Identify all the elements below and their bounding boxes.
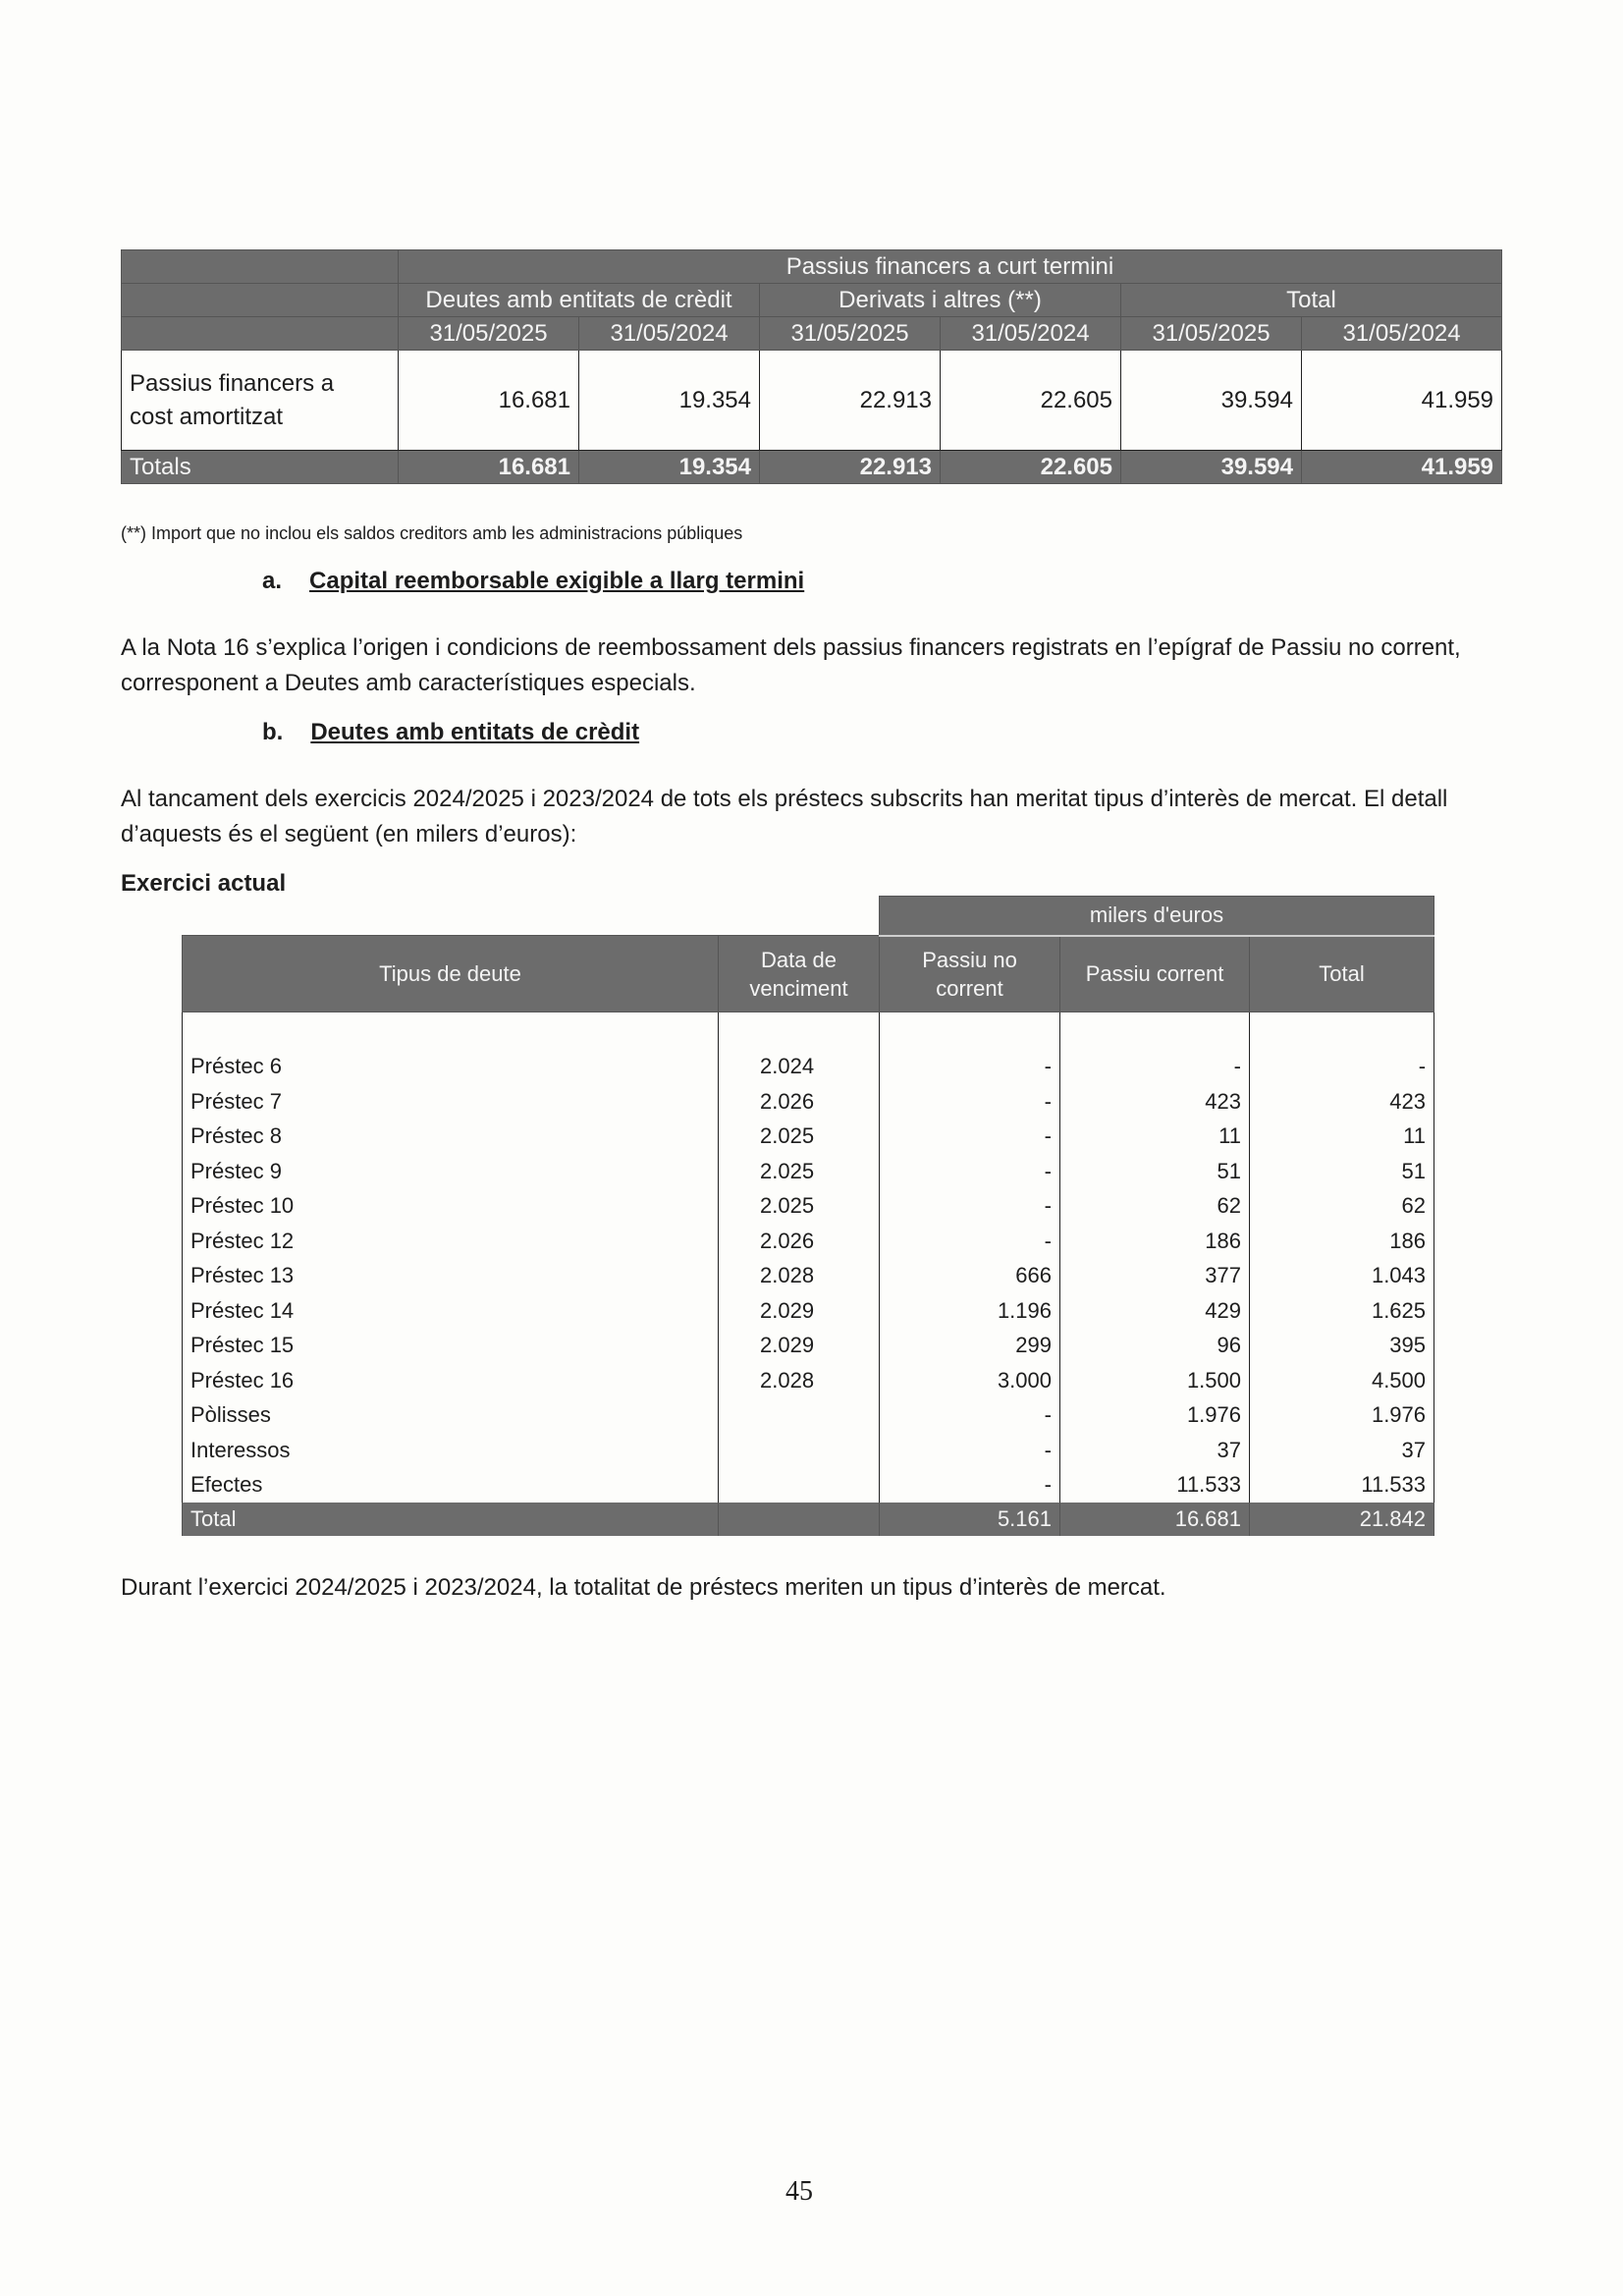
total-cell: 41.959 bbox=[1302, 451, 1502, 484]
value-cell: 22.605 bbox=[941, 351, 1121, 451]
col-pc-header: Passiu corrent bbox=[1060, 936, 1250, 1012]
total-cell: 19.354 bbox=[579, 451, 760, 484]
loan-pc-cell: 186 bbox=[1060, 1224, 1250, 1259]
section-b-heading bbox=[262, 719, 639, 746]
date-header: 31/05/2025 bbox=[760, 317, 941, 351]
page-number: 45 bbox=[785, 2176, 813, 2207]
loan-total-cell: 62 bbox=[1250, 1189, 1434, 1225]
total-pc-cell: 16.681 bbox=[1060, 1503, 1250, 1536]
table-row bbox=[122, 351, 1502, 451]
total-total-cell: 21.842 bbox=[1250, 1503, 1434, 1536]
blank-header-space bbox=[183, 897, 880, 936]
col-data-line2: venciment bbox=[749, 975, 848, 1001]
table-row bbox=[183, 1224, 1434, 1259]
total-cell: 39.594 bbox=[1121, 451, 1302, 484]
loan-total-cell: 1.625 bbox=[1250, 1293, 1434, 1329]
section-b-letter: b. bbox=[262, 719, 284, 745]
col-tipus-header: Tipus de deute bbox=[183, 936, 719, 1012]
loan-name-cell: Préstec 13 bbox=[183, 1259, 719, 1294]
total-label: Total bbox=[183, 1503, 719, 1536]
loan-date-cell: 2.028 bbox=[719, 1363, 880, 1398]
value-cell: 16.681 bbox=[399, 351, 579, 451]
paragraph-a: A la Nota 16 s’explica l’origen i condicions de reembossament dels passius financers registrats en l’epígraf de Passiu no corrent, corresponent a Deutes amb característiques especials. bbox=[121, 634, 1461, 696]
total-row bbox=[183, 1503, 1434, 1536]
loan-date-cell: 2.026 bbox=[719, 1224, 880, 1259]
loan-pnc-cell: 1.196 bbox=[880, 1293, 1060, 1329]
loan-pnc-cell: - bbox=[880, 1120, 1060, 1155]
loan-pc-cell: 429 bbox=[1060, 1293, 1250, 1329]
row-label bbox=[122, 351, 399, 451]
loan-name-cell: Efectes bbox=[183, 1468, 719, 1503]
loan-pnc-cell: 3.000 bbox=[880, 1363, 1060, 1398]
date-header: 31/05/2024 bbox=[1302, 317, 1502, 351]
loan-name-cell: Préstec 14 bbox=[183, 1293, 719, 1329]
date-header: 31/05/2025 bbox=[1121, 317, 1302, 351]
totals-label: Totals bbox=[122, 451, 399, 484]
spacer-cell bbox=[1060, 1012, 1250, 1050]
spacer-cell bbox=[183, 1012, 719, 1050]
loan-date-cell: 2.025 bbox=[719, 1189, 880, 1225]
loan-name-cell: Pòlisses bbox=[183, 1398, 719, 1434]
loan-pnc-cell: - bbox=[880, 1468, 1060, 1503]
spacer-cell bbox=[880, 1012, 1060, 1050]
group-header: Passius financers a curt termini bbox=[399, 250, 1502, 284]
short-term-liabilities-table bbox=[121, 249, 1502, 484]
table-row bbox=[183, 1398, 1434, 1434]
col-pnc-line2: corrent bbox=[936, 975, 1003, 1001]
loan-pc-cell: 37 bbox=[1060, 1433, 1250, 1468]
col-pnc-header bbox=[880, 936, 1060, 1012]
footnote: (**) Import que no inclou els saldos creditors amb les administracions públiques bbox=[121, 523, 743, 543]
loan-name-cell: Préstec 7 bbox=[183, 1084, 719, 1120]
table-row bbox=[183, 1084, 1434, 1120]
loan-date-cell: 2.025 bbox=[719, 1120, 880, 1155]
loan-name-cell: Préstec 12 bbox=[183, 1224, 719, 1259]
loan-date-cell bbox=[719, 1433, 880, 1468]
value-cell: 19.354 bbox=[579, 351, 760, 451]
value-cell: 41.959 bbox=[1302, 351, 1502, 451]
loan-pc-cell: 11.533 bbox=[1060, 1468, 1250, 1503]
table-row bbox=[183, 1468, 1434, 1503]
spacer-cell bbox=[1250, 1012, 1434, 1050]
loan-pc-cell: 377 bbox=[1060, 1259, 1250, 1294]
loan-pc-cell: 423 bbox=[1060, 1084, 1250, 1120]
loan-pnc-cell: 299 bbox=[880, 1329, 1060, 1364]
loan-pnc-cell: - bbox=[880, 1189, 1060, 1225]
loan-date-cell bbox=[719, 1398, 880, 1434]
loan-pnc-cell: - bbox=[880, 1398, 1060, 1434]
corner-cell bbox=[122, 284, 399, 317]
loans-table-body bbox=[183, 1050, 1434, 1503]
date-header: 31/05/2024 bbox=[579, 317, 760, 351]
loan-pnc-cell: - bbox=[880, 1224, 1060, 1259]
corner-cell bbox=[122, 250, 399, 284]
loan-pnc-cell: - bbox=[880, 1154, 1060, 1189]
col-pnc-line1: Passiu no bbox=[922, 947, 1017, 972]
col-deutes-header: Deutes amb entitats de crèdit bbox=[399, 284, 760, 317]
loan-total-cell: 37 bbox=[1250, 1433, 1434, 1468]
loan-pc-cell: 51 bbox=[1060, 1154, 1250, 1189]
loan-pc-cell: 62 bbox=[1060, 1189, 1250, 1225]
totals-row bbox=[122, 451, 1502, 484]
loan-total-cell: 423 bbox=[1250, 1084, 1434, 1120]
date-header: 31/05/2025 bbox=[399, 317, 579, 351]
loan-total-cell: 4.500 bbox=[1250, 1363, 1434, 1398]
exercici-label: Exercici actual bbox=[121, 870, 287, 897]
loan-pnc-cell: - bbox=[880, 1433, 1060, 1468]
loan-pc-cell: 1.500 bbox=[1060, 1363, 1250, 1398]
value-cell: 39.594 bbox=[1121, 351, 1302, 451]
row-label-line1: Passius financers a bbox=[130, 369, 335, 397]
table-row bbox=[183, 1293, 1434, 1329]
table-row bbox=[183, 1050, 1434, 1085]
loan-name-cell: Interessos bbox=[183, 1433, 719, 1468]
value-cell: 22.913 bbox=[760, 351, 941, 451]
loan-pc-cell: 96 bbox=[1060, 1329, 1250, 1364]
paragraph-b: Al tancament dels exercicis 2024/2025 i 2023/2024 de tots els préstecs subscrits han meritat tipus d’interès de mercat. El detall d’aquests és el següent (en milers d’euros): bbox=[121, 786, 1448, 847]
total-date-cell bbox=[719, 1503, 880, 1536]
spacer-cell bbox=[719, 1012, 880, 1050]
loan-date-cell: 2.024 bbox=[719, 1050, 880, 1085]
corner-cell bbox=[122, 317, 399, 351]
loan-date-cell: 2.028 bbox=[719, 1259, 880, 1294]
table-row bbox=[183, 1363, 1434, 1398]
loan-pnc-cell: - bbox=[880, 1084, 1060, 1120]
table-row bbox=[183, 1433, 1434, 1468]
table-row bbox=[183, 1154, 1434, 1189]
loan-total-cell: 1.043 bbox=[1250, 1259, 1434, 1294]
total-cell: 22.913 bbox=[760, 451, 941, 484]
section-b-title: Deutes amb entitats de crèdit bbox=[310, 719, 640, 745]
loan-name-cell: Préstec 10 bbox=[183, 1189, 719, 1225]
date-header: 31/05/2024 bbox=[941, 317, 1121, 351]
row-label-line2: cost amortitzat bbox=[130, 403, 284, 430]
table-row bbox=[183, 1329, 1434, 1364]
loan-pnc-cell: 666 bbox=[880, 1259, 1060, 1294]
table-row bbox=[183, 1120, 1434, 1155]
loan-pc-cell: 1.976 bbox=[1060, 1398, 1250, 1434]
loan-pc-cell: - bbox=[1060, 1050, 1250, 1085]
loan-date-cell: 2.029 bbox=[719, 1293, 880, 1329]
col-data-line1: Data de bbox=[760, 947, 838, 972]
loan-date-cell bbox=[719, 1468, 880, 1503]
section-a-title: Capital reemborsable exigible a llarg termini bbox=[309, 568, 805, 594]
loan-name-cell: Préstec 8 bbox=[183, 1120, 719, 1155]
total-cell: 22.605 bbox=[941, 451, 1121, 484]
loans-table bbox=[182, 896, 1434, 1536]
loan-total-cell: 11.533 bbox=[1250, 1468, 1434, 1503]
col-total-header: Total bbox=[1250, 936, 1434, 1012]
col-derivats-header: Derivats i altres (**) bbox=[760, 284, 1121, 317]
col-total-header: Total bbox=[1121, 284, 1502, 317]
loan-total-cell: 1.976 bbox=[1250, 1398, 1434, 1434]
col-data-header bbox=[719, 936, 880, 1012]
table-row bbox=[183, 1189, 1434, 1225]
loan-name-cell: Préstec 16 bbox=[183, 1363, 719, 1398]
total-pnc-cell: 5.161 bbox=[880, 1503, 1060, 1536]
table-row bbox=[183, 1259, 1434, 1294]
group-header: milers d'euros bbox=[880, 897, 1434, 936]
loan-name-cell: Préstec 6 bbox=[183, 1050, 719, 1085]
loan-total-cell: - bbox=[1250, 1050, 1434, 1085]
section-a-heading bbox=[262, 568, 804, 595]
loan-pnc-cell: - bbox=[880, 1050, 1060, 1085]
loan-name-cell: Préstec 15 bbox=[183, 1329, 719, 1364]
loan-name-cell: Préstec 9 bbox=[183, 1154, 719, 1189]
loan-total-cell: 11 bbox=[1250, 1120, 1434, 1155]
loan-total-cell: 186 bbox=[1250, 1224, 1434, 1259]
loan-date-cell: 2.029 bbox=[719, 1329, 880, 1364]
loan-total-cell: 395 bbox=[1250, 1329, 1434, 1364]
closing-paragraph: Durant l’exercici 2024/2025 i 2023/2024, la totalitat de préstecs meriten un tipus d’interès de mercat. bbox=[121, 1574, 1166, 1601]
total-cell: 16.681 bbox=[399, 451, 579, 484]
loan-date-cell: 2.025 bbox=[719, 1154, 880, 1189]
loan-date-cell: 2.026 bbox=[719, 1084, 880, 1120]
loan-total-cell: 51 bbox=[1250, 1154, 1434, 1189]
section-a-letter: a. bbox=[262, 568, 283, 594]
loan-pc-cell: 11 bbox=[1060, 1120, 1250, 1155]
